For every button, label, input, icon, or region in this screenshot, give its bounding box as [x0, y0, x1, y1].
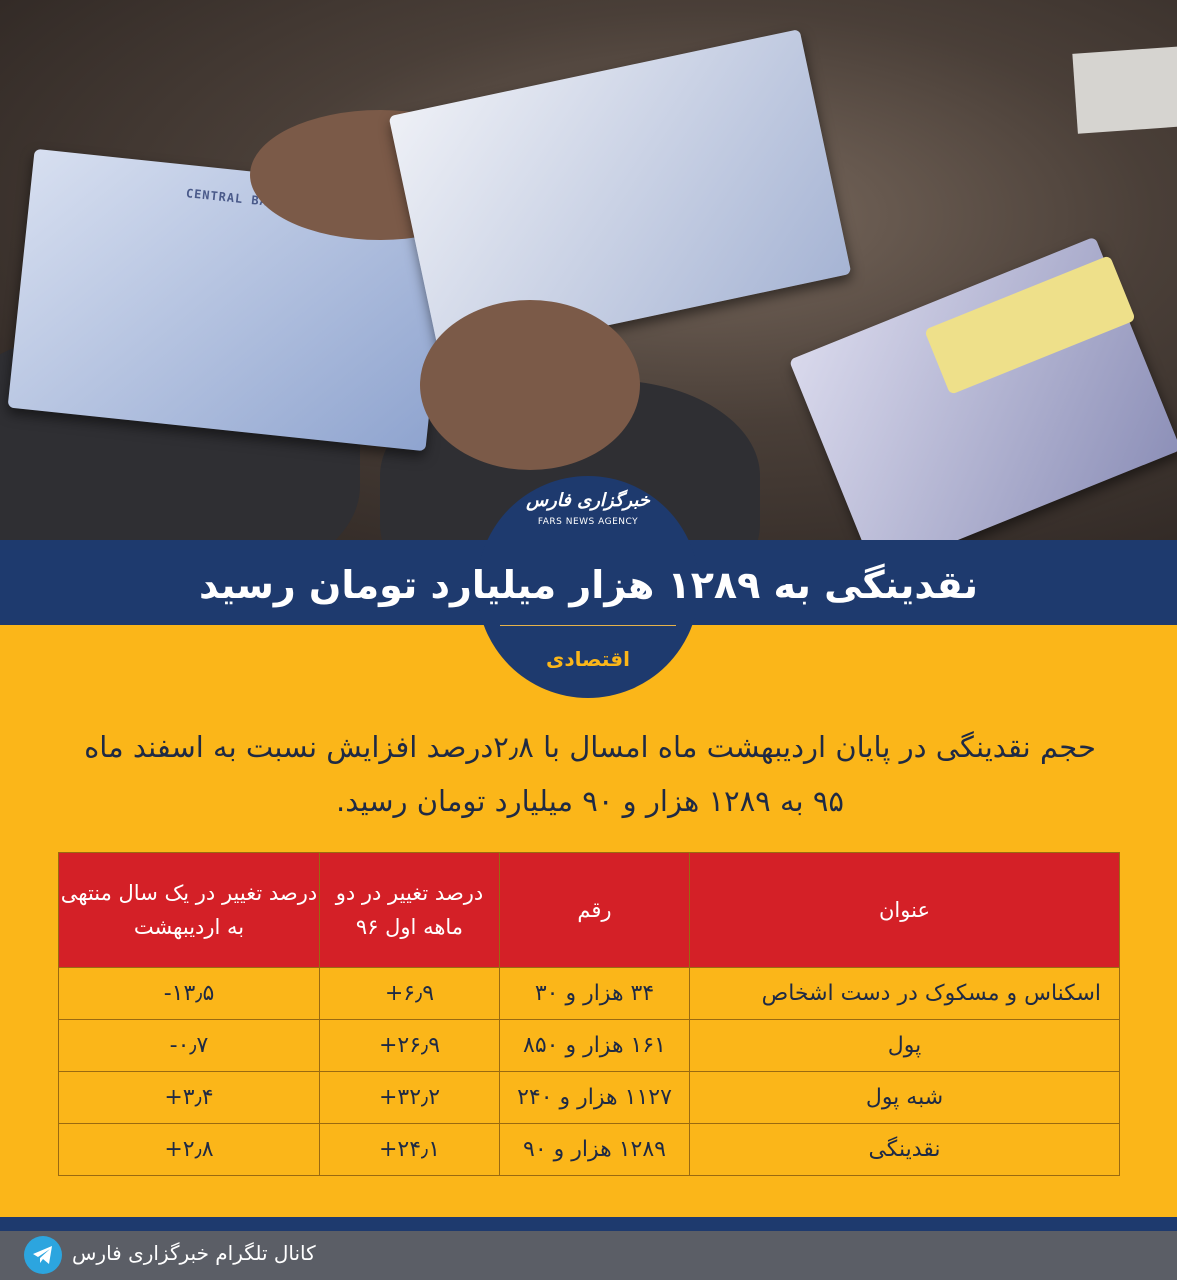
- table-row: [59, 1124, 1120, 1176]
- header-title: عنوان: [690, 853, 1120, 968]
- row-two-month-change: +۶٫۹: [320, 968, 500, 1020]
- row-annual-change: +۳٫۴: [59, 1072, 320, 1124]
- row-title: نقدینگی: [690, 1124, 1120, 1176]
- row-amount: ۱۲۸۹ هزار و ۹۰: [500, 1124, 690, 1176]
- hand-bottom: [420, 300, 640, 470]
- page-title: نقدینگی به ۱۲۸۹ هزار میلیارد تومان رسید: [199, 563, 978, 607]
- table-row: [59, 968, 1120, 1020]
- row-title: شبه پول: [690, 1072, 1120, 1124]
- row-amount: ۳۴ هزار و ۳۰: [500, 968, 690, 1020]
- table-row: [59, 1072, 1120, 1124]
- category-label: اقتصادی: [546, 647, 630, 671]
- row-amount: ۱۱۲۷ هزار و ۲۴۰: [500, 1072, 690, 1124]
- row-title: پول: [690, 1020, 1120, 1072]
- paper-sheet: [1072, 46, 1177, 133]
- row-title: اسکناس و مسکوک در دست اشخاص: [690, 968, 1120, 1020]
- header-annual-change: درصد تغییر در یک سال منتهی به اردیبهشت: [59, 853, 320, 968]
- liquidity-table: [58, 852, 1120, 1176]
- table-row: [59, 1020, 1120, 1072]
- row-amount: ۱۶۱ هزار و ۸۵۰: [500, 1020, 690, 1072]
- row-two-month-change: +۳۲٫۲: [320, 1072, 500, 1124]
- lead-paragraph: حجم نقدینگی در پایان اردیبهشت ماه امسال با ۲٫۸درصد افزایش نسبت به اسفند ماه ۹۵ به ۱۲۸۹ هزار و ۹۰ میلیارد تومان رسید.: [84, 730, 1096, 818]
- footer-divider: [0, 1217, 1177, 1231]
- table-header-row: [59, 853, 1120, 968]
- row-two-month-change: +۲۶٫۹: [320, 1020, 500, 1072]
- row-annual-change: -۱۳٫۵: [59, 968, 320, 1020]
- row-two-month-change: +۲۴٫۱: [320, 1124, 500, 1176]
- fars-logo: خبرگزاری فارس: [526, 490, 650, 511]
- telegram-icon[interactable]: [24, 1236, 62, 1274]
- fars-logo-en: FARS NEWS AGENCY: [537, 517, 639, 527]
- row-annual-change: -۰٫۷: [59, 1020, 320, 1072]
- header-amount: رقم: [500, 853, 690, 968]
- row-annual-change: +۲٫۸: [59, 1124, 320, 1176]
- banknote-held: [389, 29, 852, 361]
- header-two-month-change: درصد تغییر در دو ماهه اول ۹۶: [320, 853, 500, 968]
- badge-divider: [500, 625, 676, 626]
- banknote-text: CENTRAL: [185, 186, 244, 207]
- hero-photo: [0, 0, 1177, 540]
- telegram-channel-link[interactable]: کانال تلگرام خبرگزاری فارس: [72, 1241, 316, 1265]
